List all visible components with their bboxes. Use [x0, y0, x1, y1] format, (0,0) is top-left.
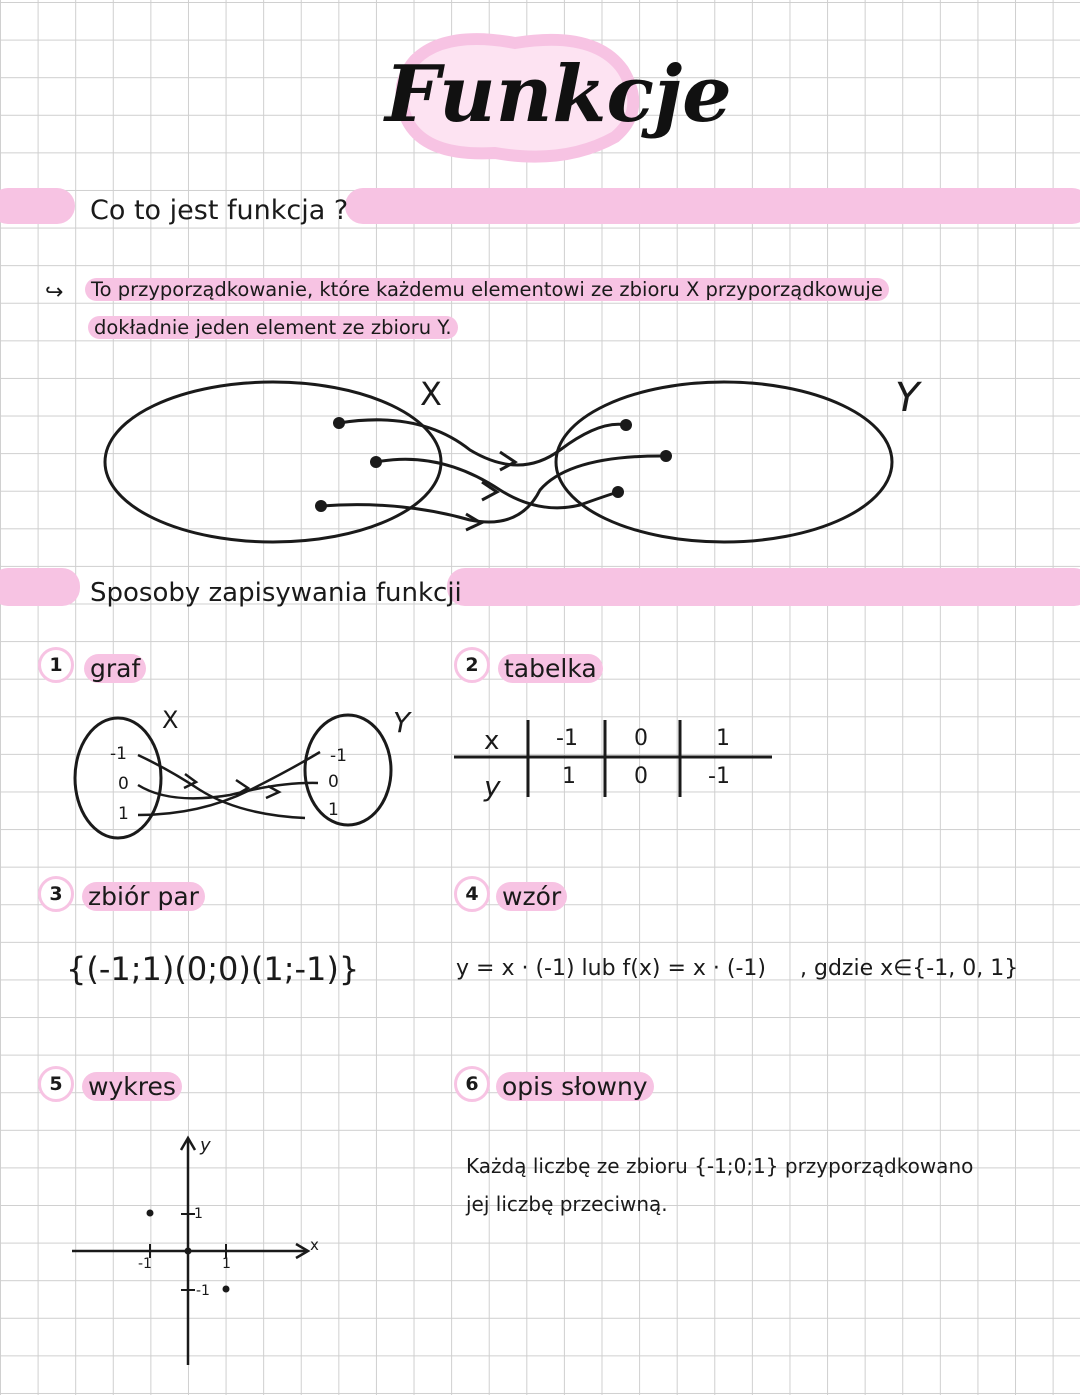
plot-tick-neg1: -1 [138, 1256, 152, 1272]
diagram-label-y: Y [895, 375, 920, 421]
arrow-bullet-icon: ↪ [45, 280, 64, 305]
formula-main: y = x · (-1) lub f(x) = x · (-1) [456, 956, 766, 981]
plot-tick-pos1: 1 [222, 1256, 231, 1272]
item-label-4: wzór [496, 882, 567, 911]
pairs-set: {(-1;1)(0;0)(1;-1)} [66, 950, 360, 988]
table-y-3: -1 [708, 764, 730, 789]
description-line-1: Każdą liczbę ze zbioru {-1;0;1} przyporządkowano [466, 1154, 974, 1178]
plot-point-3 [223, 1286, 230, 1293]
small-x-value-3: 1 [118, 804, 129, 824]
diagram-label-x: X [420, 375, 442, 413]
small-y-value-2: 0 [328, 772, 339, 792]
small-x-value-2: 0 [118, 774, 129, 794]
table-row-y-label: y [484, 770, 501, 803]
plot-tick-y-neg1: -1 [196, 1283, 210, 1299]
description-line-2: jej liczbę przeciwną. [466, 1192, 668, 1216]
item-number-1: 1 [38, 647, 74, 683]
section-heading-definition: Co to jest funkcja ? [90, 195, 349, 226]
item-number-5: 5 [38, 1066, 74, 1102]
formula-domain: , gdzie x∈{-1, 0, 1} [800, 956, 1019, 981]
plot-x-label: x [310, 1236, 319, 1254]
item-number-2: 2 [454, 647, 490, 683]
section-heading-methods: Sposoby zapisywania funkcji [90, 578, 462, 608]
small-set-x-label: X [162, 706, 179, 734]
table-x-3: 1 [716, 726, 730, 751]
definition-text-2: dokładnie jeden element ze zbioru Y. [88, 316, 458, 339]
table-y-1: 1 [562, 764, 576, 789]
item-number-3: 3 [38, 876, 74, 912]
page-title: Funkcje [385, 49, 732, 140]
small-set-y-label: Y [393, 706, 411, 739]
small-y-value-3: 1 [328, 800, 339, 820]
table-x-2: 0 [634, 726, 648, 751]
definition-text-1: To przyporządkowanie, które każdemu elementowi ze zbioru X przyporządkowuje [85, 278, 889, 301]
item-label-2: tabelka [498, 654, 603, 683]
small-x-value-1: -1 [110, 744, 127, 764]
item-label-6: opis słowny [496, 1072, 654, 1101]
item-number-4: 4 [454, 876, 490, 912]
item-number-6: 6 [454, 1066, 490, 1102]
table-x-1: -1 [556, 726, 578, 751]
item-label-1: graf [84, 654, 146, 683]
table-row-x-label: x [484, 726, 500, 756]
plot-point-1 [147, 1210, 154, 1217]
small-y-value-1: -1 [330, 746, 347, 766]
plot-y-label: y [200, 1135, 211, 1156]
table-y-2: 0 [634, 764, 648, 789]
item-label-3: zbiór par [82, 882, 205, 911]
item-label-5: wykres [82, 1072, 182, 1101]
plot-tick-y-pos1: 1 [194, 1206, 203, 1222]
plot-point-2 [185, 1248, 192, 1255]
